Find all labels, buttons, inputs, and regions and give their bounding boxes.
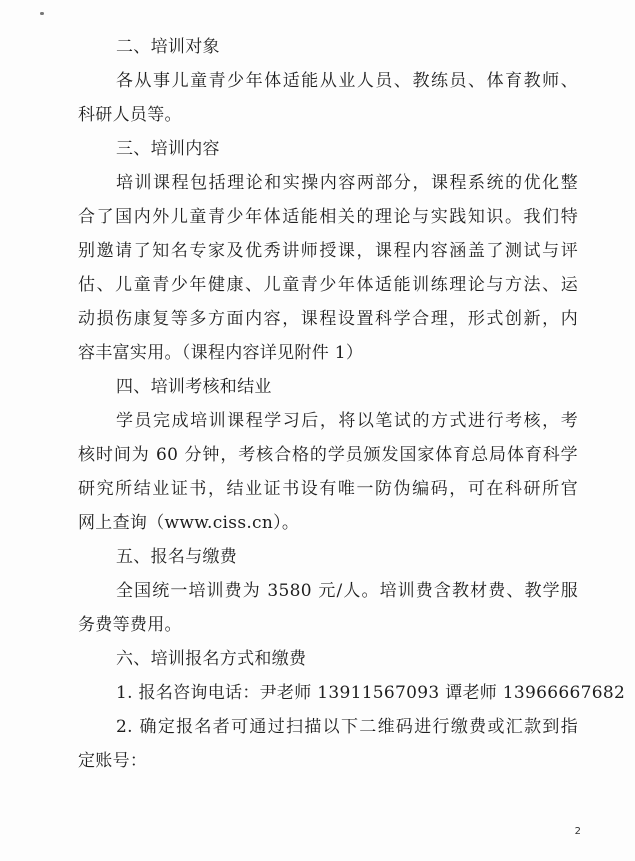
paragraph-line: 全国统一培训费为 3580 元/人。培训费含教材费、教学服: [116, 581, 578, 601]
paragraph-line: 学员完成培训课程学习后，将以笔试的方式进行考核，考: [116, 411, 578, 431]
scan-speck: [40, 12, 44, 15]
paragraph-line: 2. 确定报名者可通过扫描以下二维码进行缴费或汇款到指: [116, 717, 578, 737]
paragraph-line: 网上查询（www.ciss.cn）。: [78, 513, 300, 533]
paragraph-line: 核时间为 60 分钟，考核合格的学员颁发国家体育总局体育科学: [78, 445, 578, 465]
document-body: [78, 30, 626, 778]
paragraph-line: 各从事儿童青少年体适能从业人员、教练员、体育教师、: [116, 71, 578, 91]
paragraph-line: 容丰富实用。（课程内容详见附件 1）: [78, 343, 364, 363]
paragraph-line: 合了国内外儿童青少年体适能相关的理论与实践知识。我们特: [78, 207, 578, 227]
section-heading-training-content: 三、培训内容: [116, 139, 220, 159]
section-heading-registration-fee: 五、报名与缴费: [116, 547, 238, 567]
section-heading-assessment: 四、培训考核和结业: [116, 377, 272, 397]
page-number: 2: [574, 826, 581, 837]
paragraph-line: 务费等费用。: [78, 615, 182, 635]
section-heading-registration-method: 六、培训报名方式和缴费: [116, 649, 307, 669]
section-heading-target-audience: 二、培训对象: [116, 37, 220, 57]
paragraph-line: 研究所结业证书，结业证书设有唯一防伪编码，可在科研所官: [78, 479, 578, 499]
paragraph-line: 别邀请了知名专家及优秀讲师授课，课程内容涵盖了测试与评: [78, 241, 578, 261]
paragraph-line: 估、儿童青少年健康、儿童青少年体适能训练理论与方法、运: [78, 275, 578, 295]
paragraph-line: 科研人员等。: [78, 105, 182, 125]
paragraph-line: 培训课程包括理论和实操内容两部分，课程系统的优化整: [116, 173, 578, 193]
paragraph-line: 动损伤康复等多方面内容，课程设置科学合理，形式创新，内: [78, 309, 578, 329]
paragraph-line: 定账号：: [78, 751, 148, 771]
contact-phone-line: 1. 报名咨询电话：尹老师 13911567093 谭老师 13966667682: [116, 683, 626, 703]
